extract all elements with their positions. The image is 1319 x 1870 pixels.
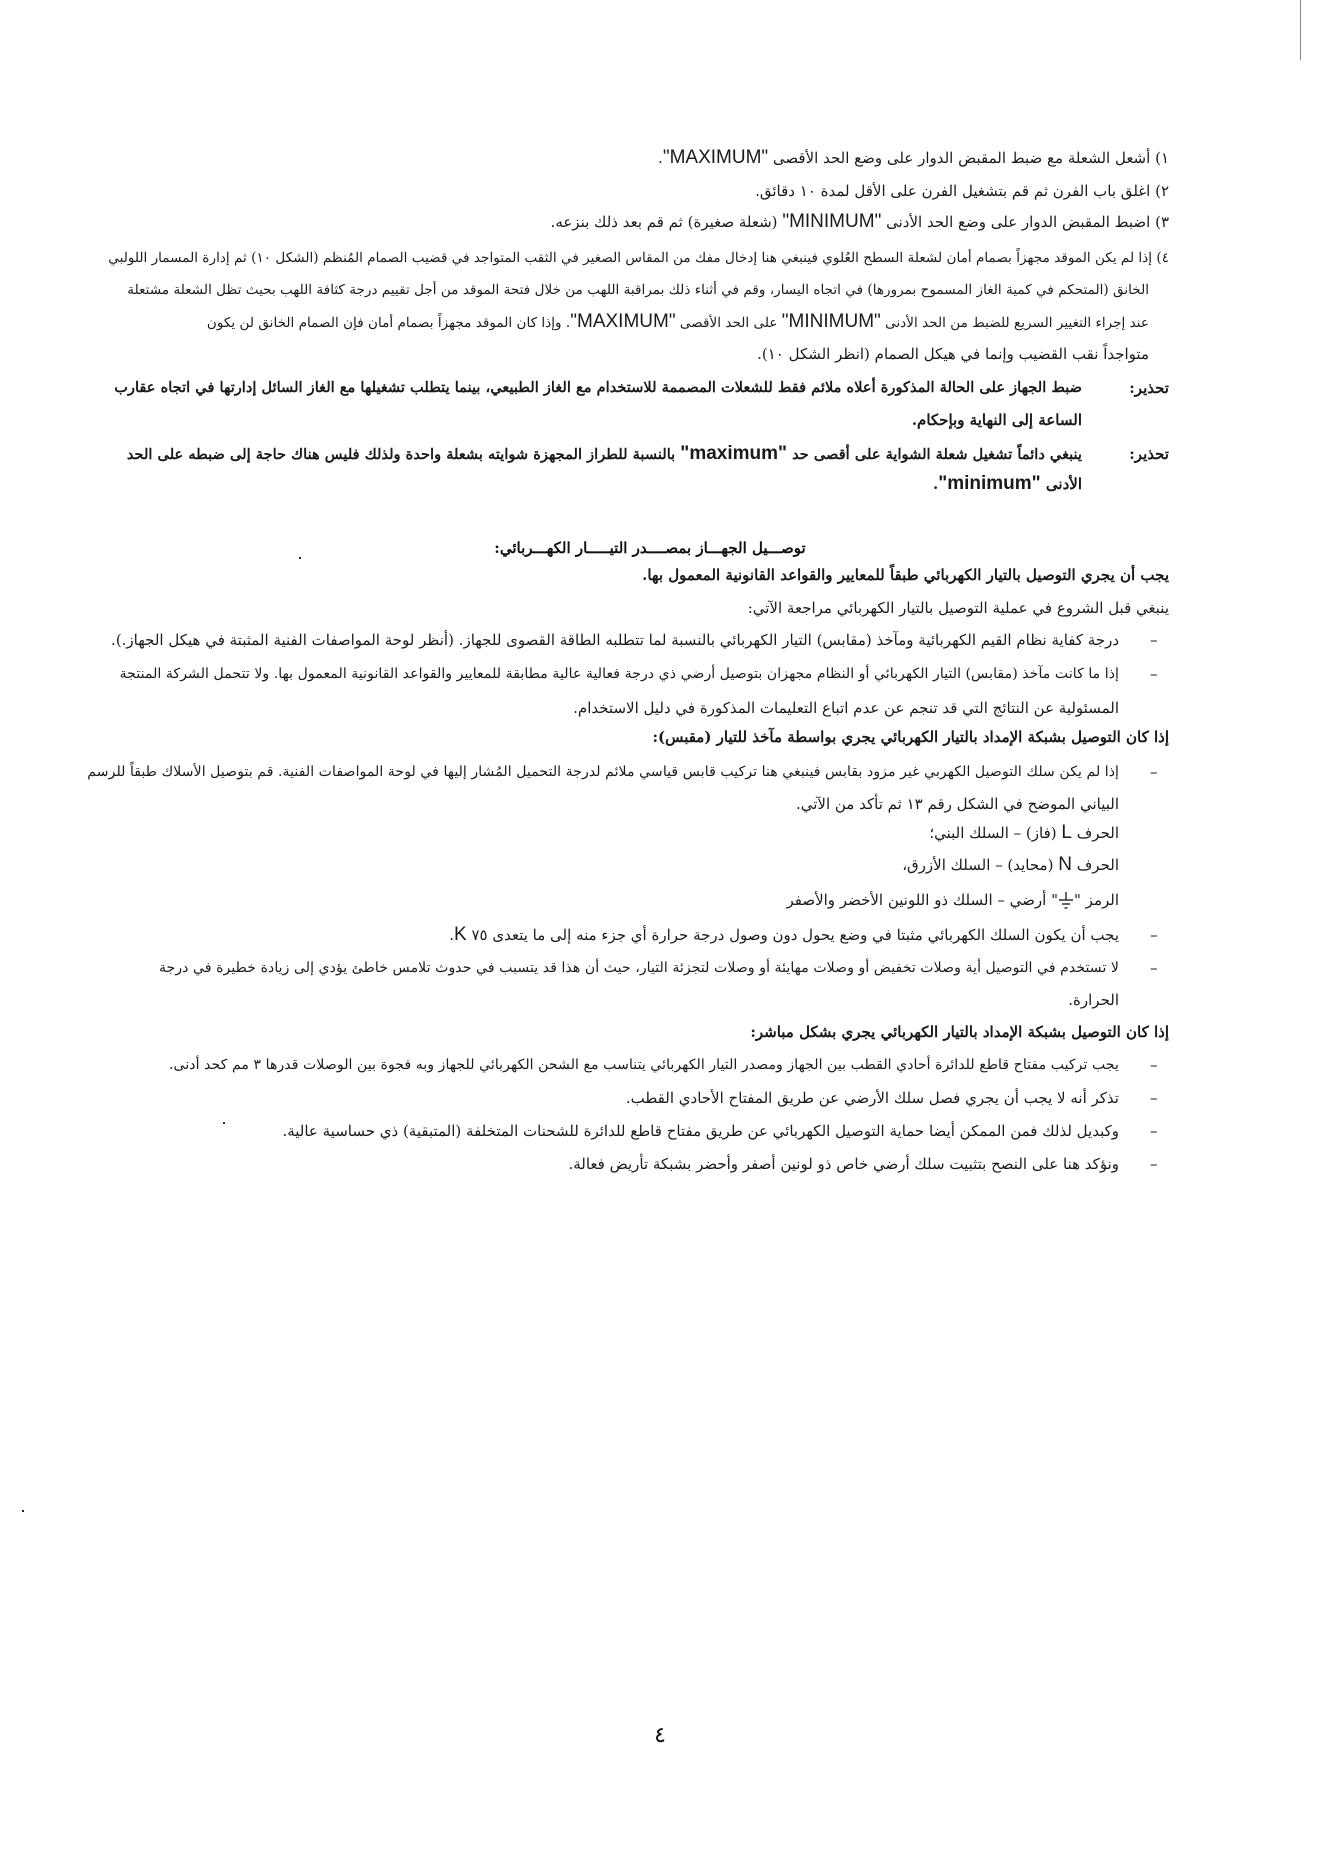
letter-n: N (1058, 854, 1072, 875)
page-number: ٤ (654, 1723, 666, 1748)
bullet-dash: – (1150, 1155, 1158, 1173)
maximum-label: "maximum" (680, 443, 788, 464)
scan-speck (299, 557, 301, 559)
bullet-dash: – (1150, 631, 1158, 649)
scan-speck (22, 1510, 24, 1512)
plug-bullet-2: يجب أن يكون السلك الكهربائي مثبتا في وضع يحول دون وصول درجة حرارة أي جزء منه إلى ما يتعدى ٧٥ K. (449, 924, 1119, 945)
step-4-line-3: عند إجراء التغيير السريع للضبط من الحد الأدنى "MINIMUM" على الحد الأقصى "MAXIMUM". وإذا كان الموقد مجهزاً بصمام أمان فإن الصمام الخانق لن يكون (206, 311, 1149, 332)
direct-heading: إذا كان التوصيل بشبكة الإمداد بالتيار الكهربائي يجري بشكل مباشر: (750, 1023, 1169, 1041)
scan-speck (223, 1122, 225, 1124)
warning-2-line-2: الأدنى "minimum". (932, 473, 1082, 494)
step-4-line-4: متواجداً نقب القضيب وإنما في هيكل الصمام (انظر الشكل ١٠). (757, 345, 1149, 363)
bullet-dash: – (1150, 1089, 1158, 1107)
section-title: توصـــيل الجهـــاز بمصــــدر التيـــــار الكهـــربائي: (494, 539, 806, 557)
plug-bullet-3-line-2: الحرارة. (1068, 991, 1119, 1009)
minimum-label: "minimum" (938, 473, 1041, 494)
direct-bullet-4: ونؤكد هنا على النصح بتثبيت سلك أرضي خاص ذو لونين أصفر وأحضر بشبكة تأريض فعالة. (568, 1155, 1119, 1173)
warning-2-line-1: ينبغي دائماً تشغيل شعلة الشواية على أقصى حد "maximum" بالنسبة للطراز المجهزة شوايته بشعلة واحدة ولذلك فليس هناك حاجة إلى ضبطه على الحد (126, 443, 1082, 464)
warning-2-label: تحذير: (1129, 445, 1169, 463)
warning-1-label: تحذير: (1129, 379, 1169, 397)
bullet-dash: – (1150, 926, 1158, 944)
step-4-line-1: ٤) إذا لم يكن الموقد مجهزاً بصمام أمان لشعلة السطح العُلوي فينبغي هنا إدخال مفك من المقاس الصغير في الثقب المتواجد في قضيب الصمام المُنظم (الشكل ١٠) ثم إدارة المسمار اللولبي (108, 250, 1169, 266)
intro-bold: يجب أن يجري التوصيل بالتيار الكهربائي طبقاً للمعايير والقواعد القانونية المعمول بها. (642, 566, 1169, 584)
letter-l: L (1061, 822, 1072, 843)
warning-1-line-1: ضبط الجهاز على الحالة المذكورة أعلاه ملائم فقط للشعلات المصممة للاستخدام مع الغاز الطبيعي، بينما يتطلب تشغيلها مع الغاز السائل إدارتها في اتجاه عقارب (114, 379, 1082, 396)
step-number: ٣) (1155, 213, 1169, 231)
step-4-line-2: الخانق (المتحكم في كمية الغاز المسموح بمرورها) في اتجاه اليسار، وقم في أثناء ذلك بمراقبة اللهب من خلال فتحة الموقد من أجل تقييم درجة كثافة اللهب بحيث تظل الشعلة مشتعلة (127, 282, 1149, 298)
check-2-line-2: المسئولية عن النتائج التي قد تنجم عن عدم اتباع التعليمات المذكورة في دليل الاستخدام. (573, 699, 1119, 717)
check-1: درجة كفاية نظام القيم الكهربائية ومآخذ (مقابس) التيار الكهربائي بالنسبة لما تتطلبه الطاقة القصوى للجهاز. (أنظر لوحة المواصفات الفنية المثبتة في هيكل الجهاز.). (111, 631, 1119, 649)
bullet-dash: – (1150, 1122, 1158, 1140)
maximum-label: "MAXIMUM" (662, 147, 769, 168)
plug-bullet-1-line-1: إذا لم يكن سلك التوصيل الكهربي غير مزود بقابس فينبغي هنا تركيب قابس قياسي ملائم لدرجة التحميل المُشار إليها في لوحة المواصفات الفنية. قم بتوصيل الأسلاك طبقاً للرسم (87, 764, 1119, 780)
scan-edge (1300, 0, 1301, 60)
direct-bullet-1: يجب تركيب مفتاح قاطع للدائرة أحادي القطب بين الجهاز ومصدر التيار الكهربائي يتناسب مع الشحن الكهربائي للجهاز وبه فجوة بين الوصلات قدرها ٣ مم كحد أدنى. (169, 1057, 1119, 1073)
step-number: ١) (1155, 149, 1169, 167)
wire-live: الحرف L (فاز) – السلك البني؛ (929, 822, 1119, 843)
wire-neutral: الحرف N (محايد) – السلك الأزرق، (902, 854, 1119, 875)
bullet-dash: – (1150, 1056, 1158, 1074)
bullet-dash: – (1150, 665, 1158, 683)
minimum-label: "MINIMUM" (782, 211, 882, 232)
intro-text: ينبغي قبل الشروع في عملية التوصيل بالتيار الكهربائي مراجعة الآتي: (747, 599, 1169, 617)
wire-earth: الرمز "" أرضي – السلك ذو اللونين الأخضر والأصفر (786, 891, 1119, 909)
bullet-dash: – (1150, 763, 1158, 781)
bullet-dash: – (1150, 959, 1158, 977)
minimum-label: "MINIMUM" (781, 311, 881, 332)
step-2: ٢) اغلق باب الفرن ثم قم بتشغيل الفرن على الأقل لمدة ١٠ دقائق. (755, 182, 1169, 200)
plug-bullet-3-line-1: لا تستخدم في التوصيل أية وصلات تخفيض أو وصلات مهايئة أو وصلات لتجزئة التيار، حيث أن هذا قد يتسبب في حدوث تلامس خاطئ يؤدي إلى زيادة خطيرة في درجة (158, 960, 1119, 976)
plug-bullet-1-line-2: البياني الموضح في الشكل رقم ١٣ ثم تأكد من الآتي. (795, 795, 1119, 813)
kelvin-unit: K (454, 924, 467, 945)
plug-heading: إذا كان التوصيل بشبكة الإمداد بالتيار الكهربائي يجري بواسطة مآخذ للتيار (مقبس): (652, 728, 1169, 746)
maximum-label: "MAXIMUM" (570, 311, 676, 332)
earth-ground-icon (1058, 892, 1074, 910)
step-1: ١) أشعل الشعلة مع ضبط المقبض الدوار على وضع الحد الأقصى "MAXIMUM". (658, 147, 1169, 168)
warning-1-line-2: الساعة إلى النهاية وبإحكام. (911, 411, 1082, 429)
direct-bullet-2: تذكر أنه لا يجب أن يجري فصل سلك الأرضي عن طريق المفتاح الأحادي القطب. (625, 1089, 1119, 1107)
step-number: ٤) (1156, 250, 1169, 266)
direct-bullet-3: وكبديل لذلك فمن الممكن أيضا حماية التوصيل الكهربائي عن طريق مفتاح قاطع للدائرة للشحنات المتخلفة (المتبقية) ذي حساسية عالية. (282, 1122, 1119, 1140)
step-3: ٣) اضبط المقبض الدوار على وضع الحد الأدنى "MINIMUM" (شعلة صغيرة) ثم قم بعد ذلك بنزعه. (550, 211, 1169, 232)
step-number: ٢) (1155, 182, 1169, 200)
check-2-line-1: إذا ما كانت مآخذ (مقابس) التيار الكهربائي أو النظام مجهزان بتوصيل أرضي ذي درجة فعالية عالية مطابقة للمعايير والقواعد القانونية المعمول بها. ولا تتحمل الشركة المنتجة (119, 666, 1119, 682)
